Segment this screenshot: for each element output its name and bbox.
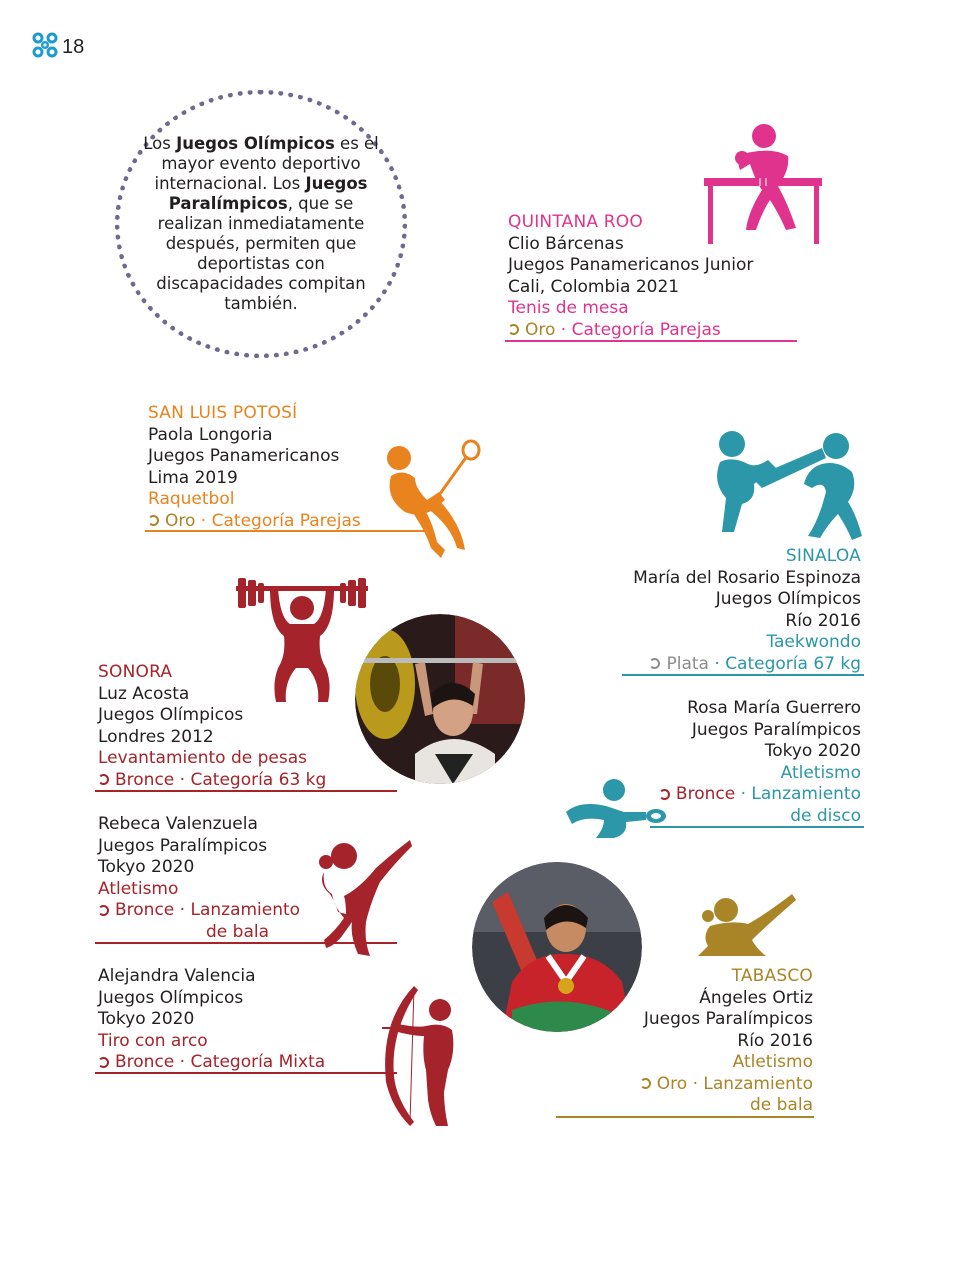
event-place: Londres 2012	[98, 726, 214, 747]
card-quintana-roo	[508, 212, 753, 341]
card-tabasco	[640, 966, 813, 1117]
divider	[95, 790, 397, 792]
state-label: TABASCO	[731, 966, 813, 986]
medal-icon	[98, 774, 109, 785]
state-label: SINALOA	[785, 546, 861, 566]
card-sinaloa	[633, 546, 861, 675]
athlete-name: Rebeca Valenzuela	[98, 814, 258, 834]
intro-text: Los Juegos Olímpicos es el mayor evento deportivo internacional. Los Juegos Paralímpicos, que se realizan inmediatamente después, permiten que deportistas con discapacidades compitan también.	[143, 134, 379, 313]
event-name: Juegos Olímpicos	[715, 589, 861, 609]
taekwondo-icon	[712, 428, 864, 544]
athlete-photo-shot-put	[472, 862, 642, 1032]
athlete-name: Paola Longoria	[148, 424, 273, 445]
event-place: Cali, Colombia 2021	[508, 276, 680, 297]
medal-icon	[649, 658, 660, 669]
medal-line: Oro · Categoría Parejas	[508, 320, 753, 342]
event-name: Juegos Panamericanos	[148, 446, 340, 466]
sport-label: Raquetbol	[148, 489, 235, 509]
sport-label: Tenis de mesa	[508, 298, 629, 318]
event-place: Tokyo 2020	[98, 857, 195, 877]
event-place: Tokyo 2020	[98, 1009, 195, 1029]
card-sinaloa-2	[659, 698, 861, 827]
discus-icon	[566, 776, 670, 840]
medal-icon	[98, 1057, 109, 1068]
category-line-2: de bala	[206, 921, 270, 942]
archery-icon	[378, 982, 460, 1128]
athlete-name: Alejandra Valencia	[98, 966, 256, 986]
sport-label: Tiro con arco	[98, 1030, 208, 1051]
medal-line: Bronce · Lanzamiento	[98, 900, 300, 922]
para-shot-put-icon	[696, 890, 798, 958]
divider	[505, 340, 797, 342]
racquetball-icon	[385, 438, 490, 564]
medal-icon	[508, 324, 519, 335]
sport-label: Atletismo	[98, 878, 179, 899]
event-place: Río 2016	[785, 610, 861, 631]
sport-label: Taekwondo	[766, 632, 861, 652]
flower-logo-icon	[30, 30, 60, 60]
event-place: Tokyo 2020	[764, 741, 861, 761]
state-label: SAN LUIS POTOSÍ	[148, 403, 298, 423]
category-line-2: de disco	[790, 805, 861, 826]
shot-put-icon	[314, 838, 412, 956]
medal-line: Bronce · Categoría 63 kg	[98, 770, 326, 792]
medal-line: Bronce · Lanzamiento	[659, 784, 861, 806]
medal-line: Oro · Lanzamiento	[640, 1074, 813, 1096]
card-san-luis-potosi	[148, 403, 361, 532]
divider	[622, 674, 864, 676]
state-label: QUINTANA ROO	[508, 212, 643, 232]
card-sonora-2	[98, 814, 300, 943]
athlete-name: Clio Bárcenas	[508, 233, 624, 254]
athlete-name: Luz Acosta	[98, 683, 190, 704]
athlete-name: Rosa María Guerrero	[687, 698, 861, 718]
card-sonora-3	[98, 966, 325, 1074]
medal-line: Bronce · Categoría Mixta	[98, 1052, 325, 1074]
medal-icon	[98, 905, 109, 916]
event-name: Juegos Olímpicos	[98, 705, 244, 725]
card-sonora	[98, 662, 326, 791]
category-line-2: de bala	[749, 1095, 813, 1115]
athlete-name: Ángeles Ortiz	[699, 987, 813, 1008]
sport-label: Atletismo	[780, 762, 861, 783]
divider	[95, 1072, 397, 1074]
athlete-name: María del Rosario Espinoza	[633, 567, 861, 588]
medal-icon	[640, 1078, 651, 1089]
intro-bubble	[115, 90, 407, 358]
athlete-photo-weightlifter	[355, 614, 525, 784]
event-place: Lima 2019	[148, 467, 238, 488]
page-number: 18	[62, 36, 85, 58]
medal-line: Oro · Categoría Parejas	[148, 511, 361, 533]
divider	[650, 826, 864, 828]
event-name: Juegos Paralímpicos	[691, 719, 861, 740]
state-label: SONORA	[98, 662, 173, 682]
sport-label: Atletismo	[732, 1052, 813, 1072]
event-place: Río 2016	[737, 1030, 813, 1051]
medal-line: Plata · Categoría 67 kg	[633, 654, 861, 676]
event-name: Juegos Olímpicos	[98, 987, 244, 1008]
event-name: Juegos Paralímpicos	[643, 1009, 813, 1029]
event-name: Juegos Paralímpicos	[98, 835, 268, 856]
sport-label: Levantamiento de pesas	[98, 748, 307, 768]
event-name: Juegos Panamericanos Junior	[508, 255, 754, 275]
divider	[556, 1116, 814, 1118]
medal-icon	[148, 515, 159, 526]
